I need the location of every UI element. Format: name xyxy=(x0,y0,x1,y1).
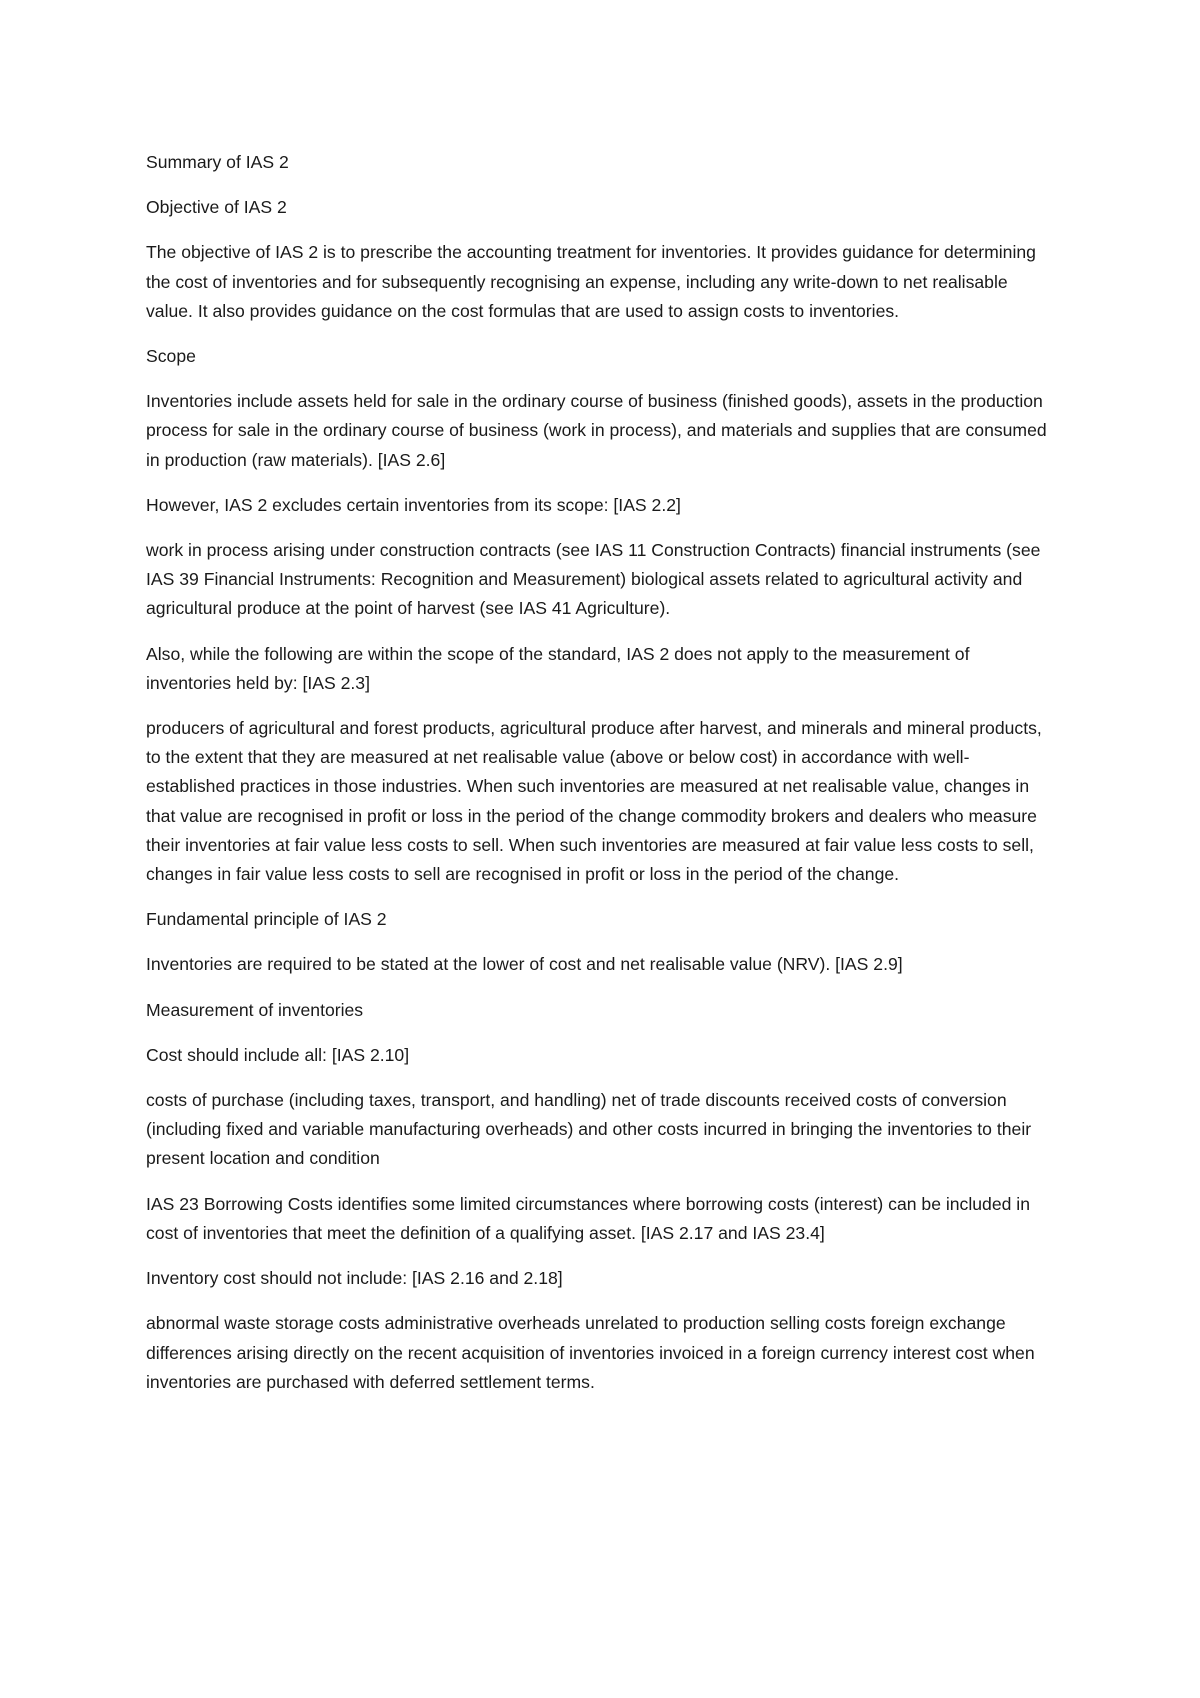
paragraph-cost-exclude-list: abnormal waste storage costs administrative overheads unrelated to production selling costs foreign exchange differences arising directly on the recent acquisition of inventories invoiced in a foreign currency interest cost when inventories are purchased with deferred settlement terms. xyxy=(146,1313,1035,1392)
paragraph-cost-include-list: costs of purchase (including taxes, transport, and handling) net of trade discounts received costs of conversion (including fixed and variable manufacturing overheads) and other costs incurred in bringing the inventories to their present location and condition xyxy=(146,1090,1032,1169)
heading-objective: Objective of IAS 2 xyxy=(146,197,287,218)
heading-measurement: Measurement of inventories xyxy=(146,999,364,1020)
paragraph-measurement-exceptions-list: producers of agricultural and forest products, agricultural produce after harvest, and minerals and mineral products, to the extent that they are measured at net realisable value (above or below cost) in accordance with well-established practices in those industries. When such inventories are measured at net realisable value, changes in that value are recognised in profit or loss in the period of the change commodity brokers and dealers who measure their inventories at fair value less costs to sell. When such inventories are measured at fair value less costs to sell, changes in fair value less costs to sell are recognised in profit or loss in the period of the change. xyxy=(146,718,1042,885)
paragraph-cost-include-intro: Cost should include all: [IAS 2.10] xyxy=(146,1044,410,1065)
paragraph-measurement-exceptions-intro: Also, while the following are within the scope of the standard, IAS 2 does not apply to the measurement of inventories held by: [IAS 2.3] xyxy=(146,643,970,693)
paragraph-inventories-include: Inventories include assets held for sale in the ordinary course of business (finished goods), assets in the production process for sale in the ordinary course of business (work in process), and materials and supplies that are consumed in production (raw materials). [IAS 2.6] xyxy=(146,391,1047,470)
paragraph-objective: The objective of IAS 2 is to prescribe the accounting treatment for inventories. It provides guidance for determining the cost of inventories and for subsequently recognising an expense, including any write-down to net realisable value. It also provides guidance on the cost formulas that are used to assign costs to inventories. xyxy=(146,242,1036,321)
paragraph-exclusions-list: work in process arising under construction contracts (see IAS 11 Construction Contracts) financial instruments (see IAS 39 Financial Instruments: Recognition and Measurement) biological assets related to agricultural activity and agricultural produce at the point of harvest (see IAS 41 Agriculture). xyxy=(146,540,1041,619)
heading-fundamental-principle: Fundamental principle of IAS 2 xyxy=(146,909,387,930)
paragraph-exclusions-intro: However, IAS 2 excludes certain inventories from its scope: [IAS 2.2] xyxy=(146,494,681,515)
heading-scope: Scope xyxy=(146,346,196,367)
paragraph-borrowing-costs: IAS 23 Borrowing Costs identifies some limited circumstances where borrowing costs (interest) can be included in cost of inventories that meet the definition of a qualifying asset. [IAS 2.17 and IAS 23.4] xyxy=(146,1193,1030,1243)
paragraph-fundamental-principle: Inventories are required to be stated at the lower of cost and net realisable value (NRV). [IAS 2.9] xyxy=(146,954,903,975)
paragraph-cost-exclude-intro: Inventory cost should not include: [IAS 2.16 and 2.18] xyxy=(146,1268,563,1289)
document-title: Summary of IAS 2 xyxy=(146,152,289,172)
